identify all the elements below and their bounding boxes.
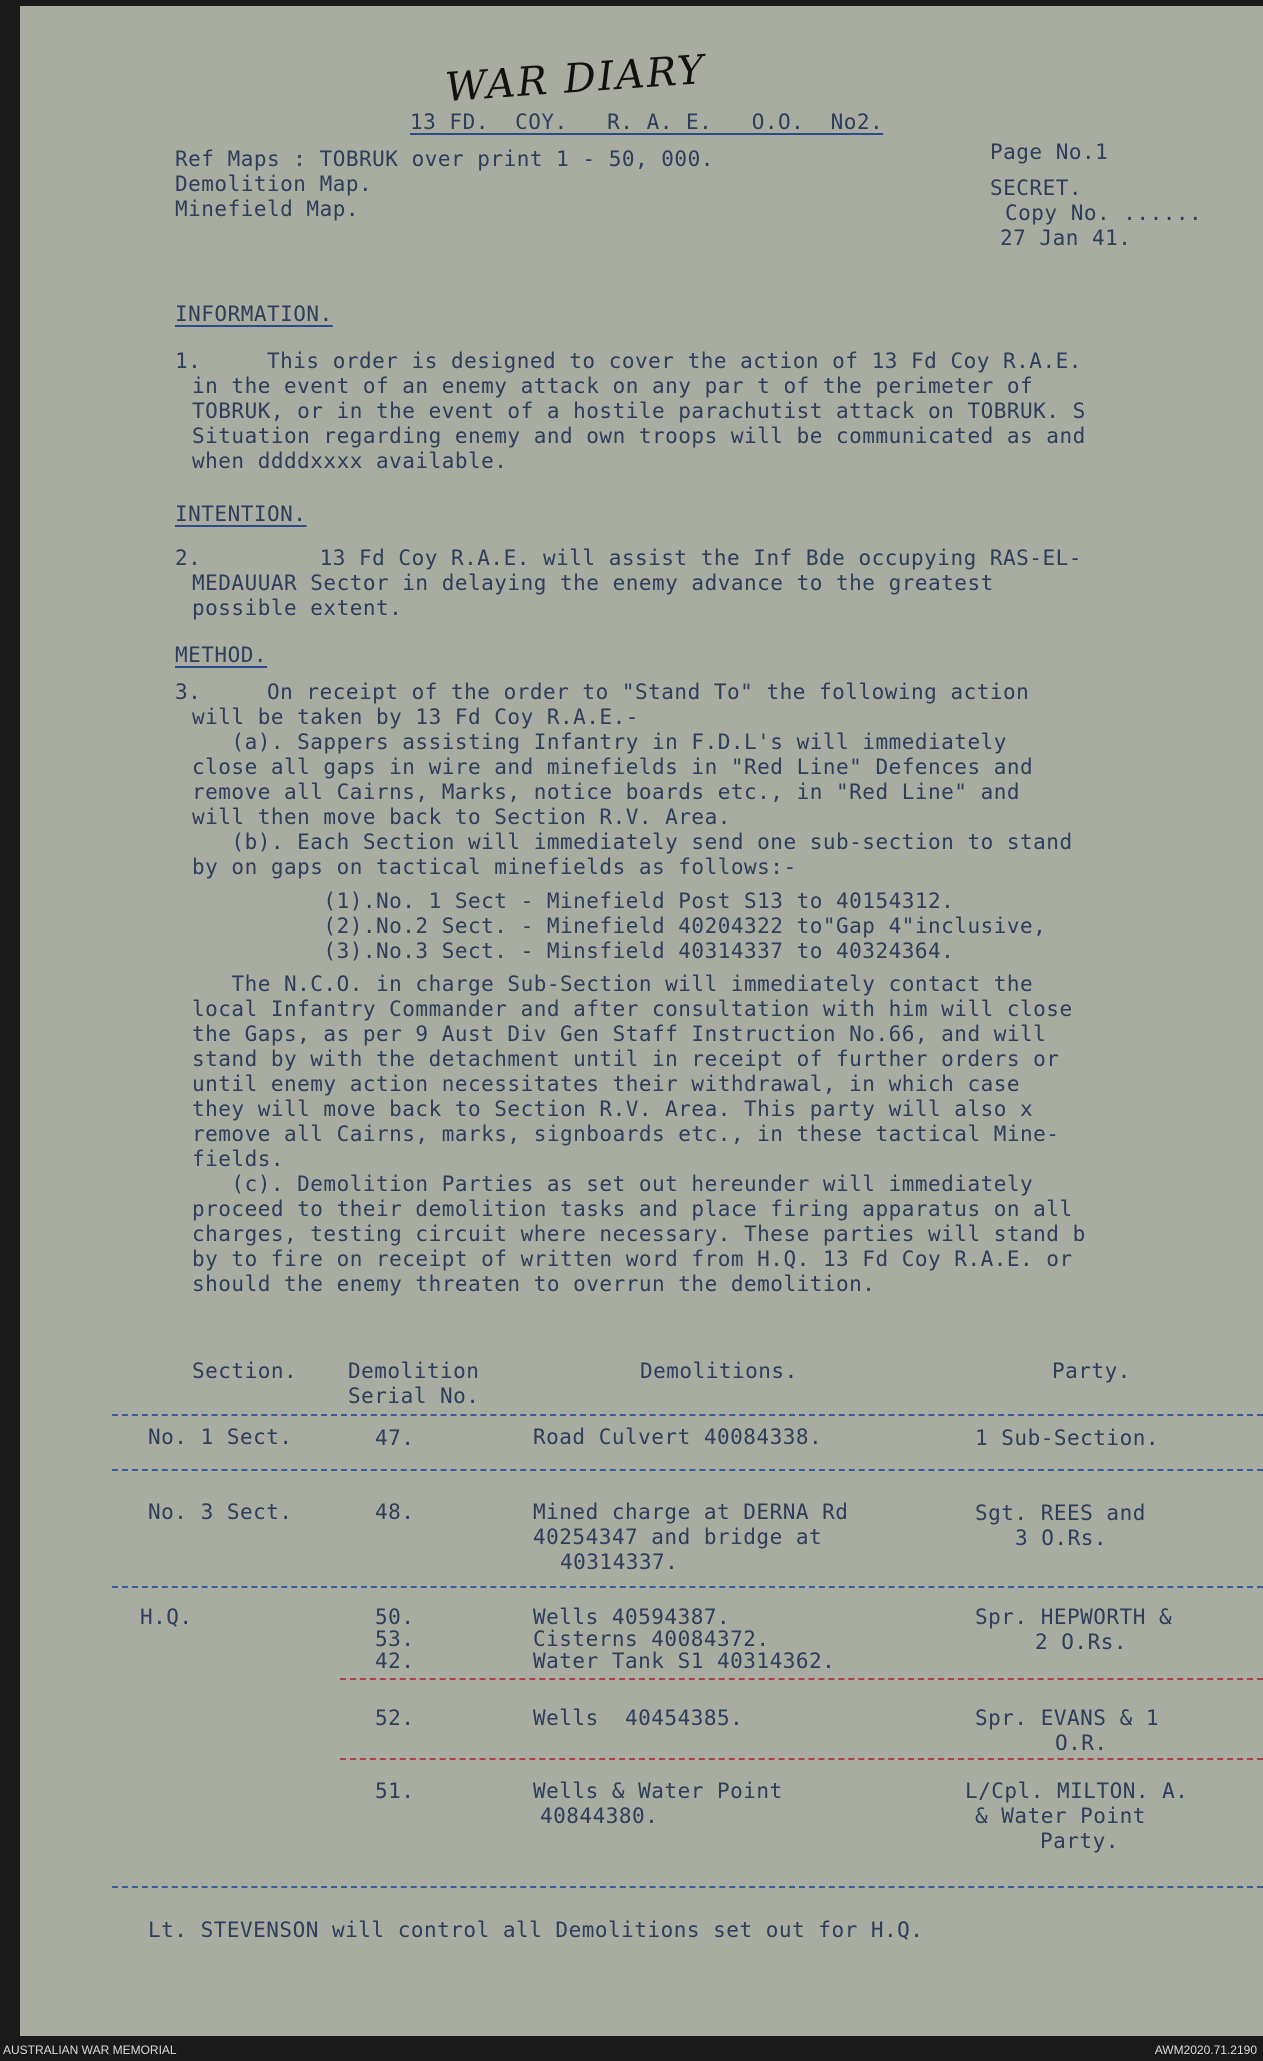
table-cell-party: 2 O.Rs. — [1035, 1630, 1128, 1654]
table-cell-party: O.R. — [1055, 1731, 1108, 1755]
intention-line: MEDAUUAR Sector in delaying the enemy advance to the greatest — [192, 571, 994, 595]
table-cell-party: Spr. HEPWORTH & — [975, 1605, 1173, 1629]
information-heading: INFORMATION. — [175, 302, 333, 326]
table-cell-demolition: Water Tank S1 40314362. — [533, 1649, 836, 1673]
handwritten-title: WAR DIARY — [443, 46, 708, 112]
page-number: Page No.1 — [990, 140, 1109, 164]
method-line: will then move back to Section R.V. Area. — [192, 805, 731, 829]
table-cell-serial: 48. — [375, 1500, 415, 1524]
table-cell-section: No. 1 Sect. — [148, 1425, 293, 1449]
table-cell-serial: 53. — [375, 1627, 415, 1651]
document-page — [20, 6, 1263, 2036]
information-line: 1. This order is designed to cover the action of 13 Fd Coy R.A.E. — [175, 349, 1082, 373]
information-line: in the event of an enemy attack on any par t of the perimeter of — [192, 374, 1034, 398]
footer-right-id: AWM2020.71.2190 — [1154, 2043, 1257, 2057]
method-line: by to fire on receipt of written word from H.Q. 13 Fd Coy R.A.E. or — [192, 1247, 1073, 1271]
method-line: stand by with the detachment until in receipt of further orders or — [192, 1047, 1060, 1071]
method-line: (c). Demolition Parties as set out hereunder will immediately — [192, 1172, 1034, 1196]
table-cell-demolition: 40254347 and bridge at — [533, 1525, 823, 1549]
table-cell-party: 1 Sub-Section. — [975, 1426, 1160, 1450]
table-cell-serial: 52. — [375, 1706, 415, 1730]
method-line: by on gaps on tactical minefields as follows:- — [192, 855, 797, 879]
method-line: charges, testing circuit where necessary. These parties will stand b — [192, 1222, 1086, 1246]
table-rule — [112, 1886, 1263, 1888]
col-header-serial: Demolition — [348, 1359, 480, 1383]
table-rule — [112, 1469, 1263, 1471]
method-line: 3. On receipt of the order to "Stand To" the following action — [175, 680, 1030, 704]
ref-maps: Ref Maps : TOBRUK over print 1 - 50, 000. — [175, 147, 714, 171]
intention-heading: INTENTION. — [175, 502, 307, 526]
table-cell-demolition: 40314337. — [560, 1550, 679, 1574]
method-line: close all gaps in wire and minefields in "Red Line" Defences and — [192, 755, 1034, 779]
method-line: remove all Cairns, marks, signboards etc., in these tactical Mine- — [192, 1122, 1060, 1146]
intention-line: possible extent. — [192, 596, 403, 620]
col-header-party: Party. — [1052, 1359, 1131, 1383]
table-rule — [340, 1758, 1263, 1760]
method-line: (b). Each Section will immediately send one sub-section to stand — [192, 830, 1073, 854]
table-cell-party: Sgt. REES and — [975, 1501, 1146, 1525]
method-line: the Gaps, as per 9 Aust Div Gen Staff Instruction No.66, and will — [192, 1022, 1047, 1046]
minefield-map: Minefield Map. — [175, 197, 360, 221]
table-cell-demolition: Road Culvert 40084338. — [533, 1425, 823, 1449]
method-line: should the enemy threaten to overrun the demolition. — [192, 1272, 876, 1296]
table-cell-party: L/Cpl. MILTON. A. — [965, 1779, 1189, 1803]
copy-number: Copy No. ...... — [1005, 201, 1203, 225]
method-line: proceed to their demolition tasks and place firing apparatus on all — [192, 1197, 1073, 1221]
table-cell-demolition: Cisterns 40084372. — [533, 1627, 770, 1651]
method-line: they will move back to Section R.V. Area. This party will also x — [192, 1097, 1034, 1121]
table-cell-demolition: Wells 40454385. — [533, 1706, 744, 1730]
method-line: (1).No. 1 Sect - Minefield Post S13 to 40154312. — [192, 889, 955, 913]
method-line: until enemy action necessitates their withdrawal, in which case — [192, 1072, 1021, 1096]
table-cell-section: H.Q. — [140, 1605, 193, 1629]
method-line: The N.C.O. in charge Sub-Section will immediately contact the — [192, 972, 1034, 996]
method-line: (3).No.3 Sect. - Minsfield 40314337 to 40324364. — [192, 939, 955, 963]
table-cell-party: 3 O.Rs. — [1015, 1526, 1108, 1550]
table-cell-demolition: Wells 40594387. — [533, 1605, 731, 1629]
information-line: Situation regarding enemy and own troops will be communicated as and — [192, 424, 1086, 448]
table-cell-serial: 51. — [375, 1779, 415, 1803]
table-cell-demolition: Mined charge at DERNA Rd — [533, 1500, 849, 1524]
demolition-map: Demolition Map. — [175, 172, 373, 196]
order-title: 13 FD. COY. R. A. E. O.O. No2. — [410, 110, 884, 134]
order-date: 27 Jan 41. — [1000, 226, 1132, 250]
method-line: fields. — [192, 1147, 285, 1171]
table-cell-party: Spr. EVANS & 1 — [975, 1706, 1160, 1730]
table-cell-serial: 47. — [375, 1426, 415, 1450]
information-line: TOBRUK, or in the event of a hostile parachutist attack on TOBRUK. S — [192, 399, 1086, 423]
closing-note: Lt. STEVENSON will control all Demolitions set out for H.Q. — [148, 1918, 924, 1942]
col-header-serial: Serial No. — [348, 1384, 480, 1408]
method-line: (2).No.2 Sect. - Minefield 40204322 to"Gap 4"inclusive, — [192, 914, 1047, 938]
information-line: when ddddxxxx available. — [192, 449, 508, 473]
method-line: local Infantry Commander and after consultation with him will close — [192, 997, 1073, 1021]
col-header-section: Section. — [192, 1359, 298, 1383]
method-line: remove all Cairns, Marks, notice boards etc., in "Red Line" and — [192, 780, 1021, 804]
col-header-demolitions: Demolitions. — [640, 1359, 798, 1383]
method-line: will be taken by 13 Fd Coy R.A.E.- — [192, 705, 639, 729]
footer-left-credit: AUSTRALIAN WAR MEMORIAL — [3, 2043, 177, 2057]
method-line: (a). Sappers assisting Infantry in F.D.L's will immediately — [192, 730, 1007, 754]
table-cell-party: & Water Point — [975, 1804, 1146, 1828]
secret-label: SECRET. — [990, 176, 1083, 200]
method-heading: METHOD. — [175, 643, 268, 667]
table-cell-demolition: 40844380. — [540, 1804, 659, 1828]
table-cell-serial: 50. — [375, 1605, 415, 1629]
intention-line: 2. 13 Fd Coy R.A.E. will assist the Inf Bde occupying RAS-EL- — [175, 546, 1082, 570]
table-rule — [112, 1586, 1263, 1588]
table-cell-party: Party. — [1040, 1829, 1119, 1853]
table-rule — [112, 1414, 1263, 1416]
table-cell-demolition: Wells & Water Point — [533, 1779, 783, 1803]
table-rule — [340, 1678, 1263, 1680]
table-cell-serial: 42. — [375, 1649, 415, 1673]
table-cell-section: No. 3 Sect. — [148, 1500, 293, 1524]
